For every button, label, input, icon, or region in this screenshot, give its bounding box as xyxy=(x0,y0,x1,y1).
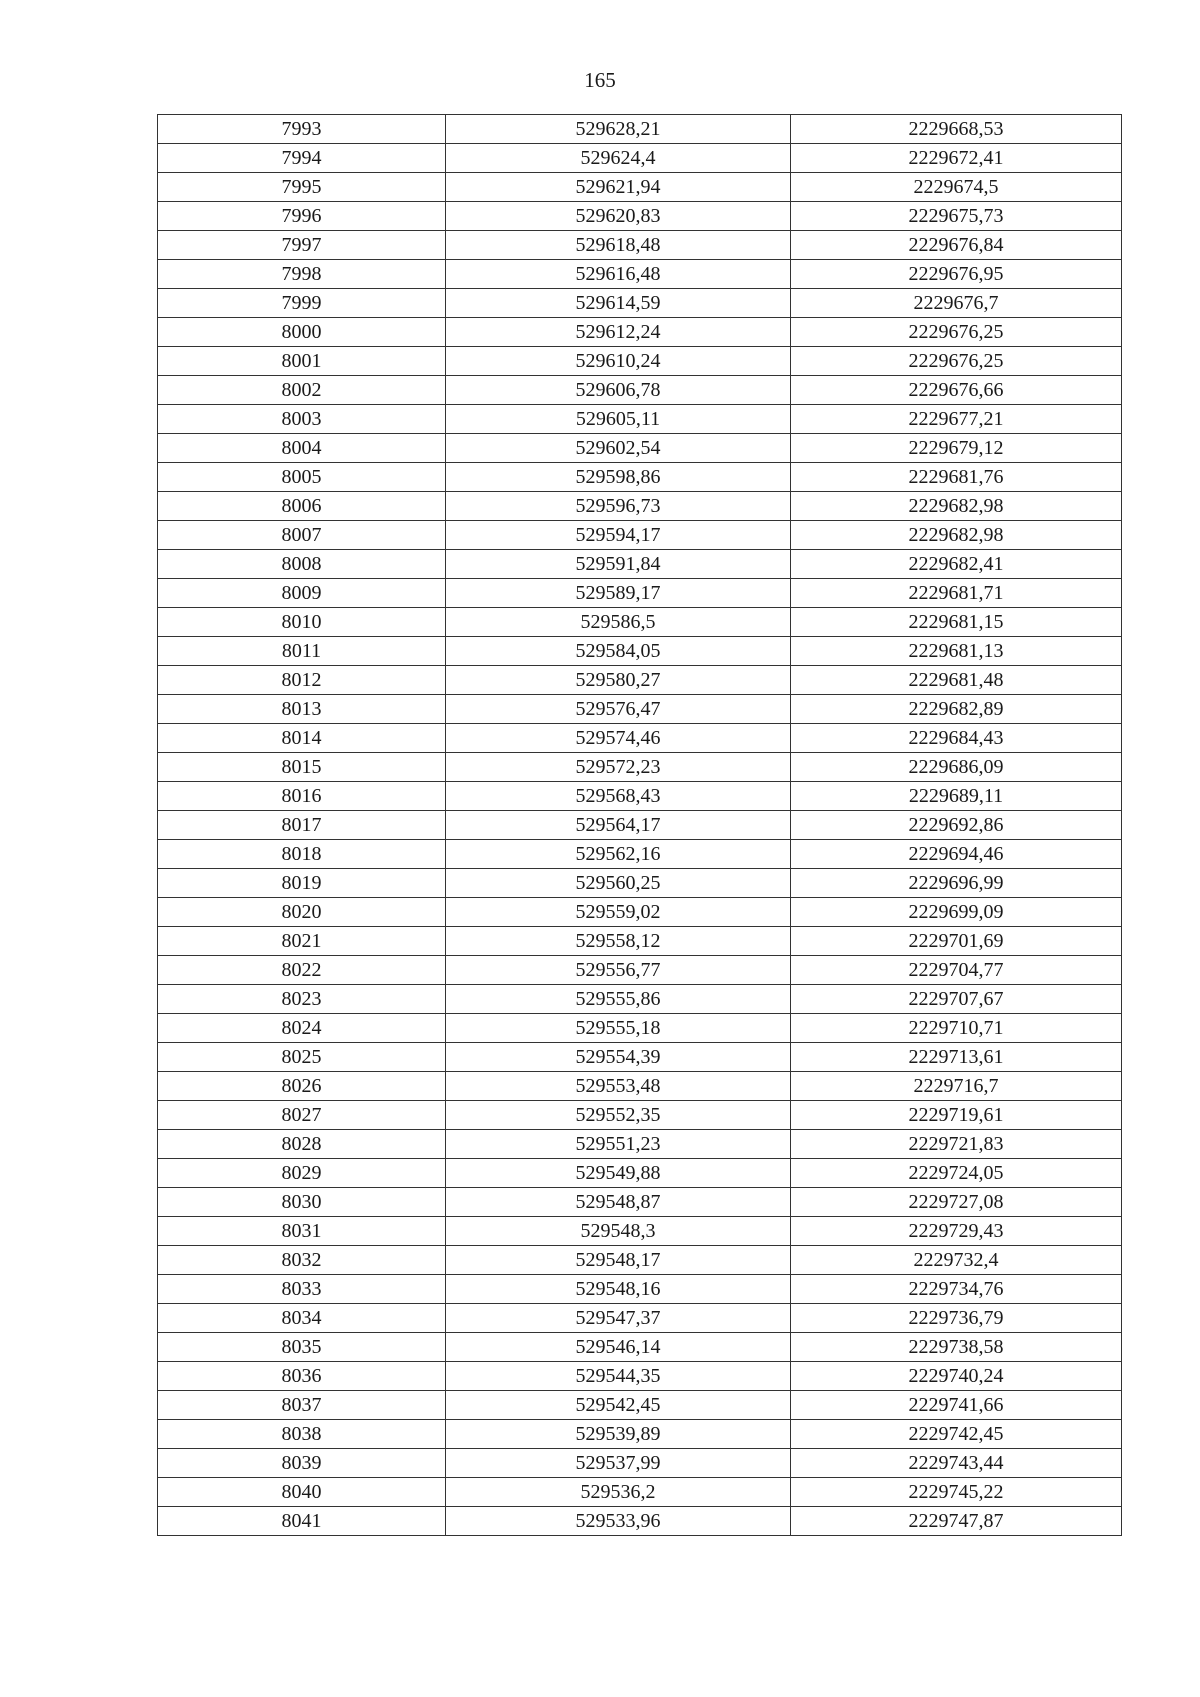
table-row xyxy=(158,492,1122,521)
point-number-cell: 8004 xyxy=(158,434,446,463)
y-coordinate-cell: 2229682,98 xyxy=(791,521,1122,550)
x-coordinate-cell: 529548,3 xyxy=(446,1217,791,1246)
y-coordinate-cell: 2229727,08 xyxy=(791,1188,1122,1217)
x-coordinate-cell: 529549,88 xyxy=(446,1159,791,1188)
y-coordinate-cell: 2229716,7 xyxy=(791,1072,1122,1101)
x-coordinate-cell: 529560,25 xyxy=(446,869,791,898)
point-number-cell: 8029 xyxy=(158,1159,446,1188)
x-coordinate-cell: 529553,48 xyxy=(446,1072,791,1101)
table-row xyxy=(158,202,1122,231)
x-coordinate-cell: 529556,77 xyxy=(446,956,791,985)
x-coordinate-cell: 529548,17 xyxy=(446,1246,791,1275)
x-coordinate-cell: 529554,39 xyxy=(446,1043,791,1072)
point-number-cell: 8032 xyxy=(158,1246,446,1275)
table-row xyxy=(158,869,1122,898)
x-coordinate-cell: 529542,45 xyxy=(446,1391,791,1420)
y-coordinate-cell: 2229741,66 xyxy=(791,1391,1122,1420)
x-coordinate-cell: 529576,47 xyxy=(446,695,791,724)
point-number-cell: 8008 xyxy=(158,550,446,579)
point-number-cell: 8038 xyxy=(158,1420,446,1449)
table-row xyxy=(158,695,1122,724)
point-number-cell: 8006 xyxy=(158,492,446,521)
y-coordinate-cell: 2229692,86 xyxy=(791,811,1122,840)
point-number-cell: 8011 xyxy=(158,637,446,666)
point-number-cell: 8025 xyxy=(158,1043,446,1072)
point-number-cell: 8028 xyxy=(158,1130,446,1159)
table-row xyxy=(158,405,1122,434)
y-coordinate-cell: 2229668,53 xyxy=(791,115,1122,144)
y-coordinate-cell: 2229719,61 xyxy=(791,1101,1122,1130)
y-coordinate-cell: 2229713,61 xyxy=(791,1043,1122,1072)
x-coordinate-cell: 529551,23 xyxy=(446,1130,791,1159)
table-row xyxy=(158,985,1122,1014)
y-coordinate-cell: 2229676,66 xyxy=(791,376,1122,405)
y-coordinate-cell: 2229699,09 xyxy=(791,898,1122,927)
y-coordinate-cell: 2229742,45 xyxy=(791,1420,1122,1449)
y-coordinate-cell: 2229682,41 xyxy=(791,550,1122,579)
table-row xyxy=(158,637,1122,666)
point-number-cell: 8007 xyxy=(158,521,446,550)
point-number-cell: 8039 xyxy=(158,1449,446,1478)
y-coordinate-cell: 2229721,83 xyxy=(791,1130,1122,1159)
coordinates-table xyxy=(157,114,1122,1536)
x-coordinate-cell: 529555,18 xyxy=(446,1014,791,1043)
y-coordinate-cell: 2229681,71 xyxy=(791,579,1122,608)
table-row xyxy=(158,550,1122,579)
x-coordinate-cell: 529537,99 xyxy=(446,1449,791,1478)
y-coordinate-cell: 2229676,25 xyxy=(791,318,1122,347)
table-row xyxy=(158,782,1122,811)
y-coordinate-cell: 2229686,09 xyxy=(791,753,1122,782)
point-number-cell: 7996 xyxy=(158,202,446,231)
y-coordinate-cell: 2229672,41 xyxy=(791,144,1122,173)
table-row xyxy=(158,376,1122,405)
y-coordinate-cell: 2229681,48 xyxy=(791,666,1122,695)
point-number-cell: 8005 xyxy=(158,463,446,492)
x-coordinate-cell: 529546,14 xyxy=(446,1333,791,1362)
x-coordinate-cell: 529572,23 xyxy=(446,753,791,782)
x-coordinate-cell: 529596,73 xyxy=(446,492,791,521)
point-number-cell: 7997 xyxy=(158,231,446,260)
table-row xyxy=(158,1507,1122,1536)
point-number-cell: 8035 xyxy=(158,1333,446,1362)
point-number-cell: 7999 xyxy=(158,289,446,318)
x-coordinate-cell: 529606,78 xyxy=(446,376,791,405)
y-coordinate-cell: 2229736,79 xyxy=(791,1304,1122,1333)
point-number-cell: 8003 xyxy=(158,405,446,434)
table-row xyxy=(158,231,1122,260)
y-coordinate-cell: 2229689,11 xyxy=(791,782,1122,811)
point-number-cell: 8037 xyxy=(158,1391,446,1420)
y-coordinate-cell: 2229743,44 xyxy=(791,1449,1122,1478)
table-row xyxy=(158,898,1122,927)
x-coordinate-cell: 529598,86 xyxy=(446,463,791,492)
x-coordinate-cell: 529616,48 xyxy=(446,260,791,289)
table-row xyxy=(158,289,1122,318)
table-row xyxy=(158,115,1122,144)
x-coordinate-cell: 529539,89 xyxy=(446,1420,791,1449)
y-coordinate-cell: 2229732,4 xyxy=(791,1246,1122,1275)
point-number-cell: 8031 xyxy=(158,1217,446,1246)
x-coordinate-cell: 529594,17 xyxy=(446,521,791,550)
point-number-cell: 8036 xyxy=(158,1362,446,1391)
y-coordinate-cell: 2229681,76 xyxy=(791,463,1122,492)
y-coordinate-cell: 2229676,95 xyxy=(791,260,1122,289)
table-row xyxy=(158,1159,1122,1188)
y-coordinate-cell: 2229696,99 xyxy=(791,869,1122,898)
x-coordinate-cell: 529614,59 xyxy=(446,289,791,318)
x-coordinate-cell: 529589,17 xyxy=(446,579,791,608)
table-row xyxy=(158,173,1122,202)
y-coordinate-cell: 2229738,58 xyxy=(791,1333,1122,1362)
table-row xyxy=(158,1014,1122,1043)
x-coordinate-cell: 529559,02 xyxy=(446,898,791,927)
point-number-cell: 7998 xyxy=(158,260,446,289)
y-coordinate-cell: 2229676,84 xyxy=(791,231,1122,260)
y-coordinate-cell: 2229707,67 xyxy=(791,985,1122,1014)
table-row xyxy=(158,666,1122,695)
y-coordinate-cell: 2229729,43 xyxy=(791,1217,1122,1246)
point-number-cell: 8018 xyxy=(158,840,446,869)
x-coordinate-cell: 529533,96 xyxy=(446,1507,791,1536)
table-row xyxy=(158,347,1122,376)
x-coordinate-cell: 529620,83 xyxy=(446,202,791,231)
point-number-cell: 8023 xyxy=(158,985,446,1014)
point-number-cell: 8017 xyxy=(158,811,446,840)
x-coordinate-cell: 529628,21 xyxy=(446,115,791,144)
x-coordinate-cell: 529558,12 xyxy=(446,927,791,956)
y-coordinate-cell: 2229740,24 xyxy=(791,1362,1122,1391)
table-row xyxy=(158,1043,1122,1072)
table-row xyxy=(158,1246,1122,1275)
y-coordinate-cell: 2229747,87 xyxy=(791,1507,1122,1536)
table-row xyxy=(158,811,1122,840)
point-number-cell: 8010 xyxy=(158,608,446,637)
x-coordinate-cell: 529618,48 xyxy=(446,231,791,260)
point-number-cell: 8022 xyxy=(158,956,446,985)
x-coordinate-cell: 529584,05 xyxy=(446,637,791,666)
table-row xyxy=(158,579,1122,608)
y-coordinate-cell: 2229681,15 xyxy=(791,608,1122,637)
coordinates-table-body xyxy=(158,115,1122,1536)
table-row xyxy=(158,1420,1122,1449)
table-row xyxy=(158,434,1122,463)
point-number-cell: 8041 xyxy=(158,1507,446,1536)
x-coordinate-cell: 529547,37 xyxy=(446,1304,791,1333)
table-row xyxy=(158,1101,1122,1130)
x-coordinate-cell: 529621,94 xyxy=(446,173,791,202)
point-number-cell: 8030 xyxy=(158,1188,446,1217)
table-row xyxy=(158,521,1122,550)
y-coordinate-cell: 2229676,7 xyxy=(791,289,1122,318)
x-coordinate-cell: 529548,87 xyxy=(446,1188,791,1217)
y-coordinate-cell: 2229724,05 xyxy=(791,1159,1122,1188)
point-number-cell: 8033 xyxy=(158,1275,446,1304)
point-number-cell: 8020 xyxy=(158,898,446,927)
point-number-cell: 8013 xyxy=(158,695,446,724)
table-row xyxy=(158,144,1122,173)
table-row xyxy=(158,1188,1122,1217)
point-number-cell: 8000 xyxy=(158,318,446,347)
y-coordinate-cell: 2229677,21 xyxy=(791,405,1122,434)
x-coordinate-cell: 529586,5 xyxy=(446,608,791,637)
point-number-cell: 8001 xyxy=(158,347,446,376)
y-coordinate-cell: 2229701,69 xyxy=(791,927,1122,956)
point-number-cell: 8015 xyxy=(158,753,446,782)
table-row xyxy=(158,724,1122,753)
x-coordinate-cell: 529610,24 xyxy=(446,347,791,376)
x-coordinate-cell: 529555,86 xyxy=(446,985,791,1014)
point-number-cell: 7993 xyxy=(158,115,446,144)
table-row xyxy=(158,1478,1122,1507)
y-coordinate-cell: 2229710,71 xyxy=(791,1014,1122,1043)
table-row xyxy=(158,1072,1122,1101)
x-coordinate-cell: 529605,11 xyxy=(446,405,791,434)
y-coordinate-cell: 2229681,13 xyxy=(791,637,1122,666)
table-row xyxy=(158,956,1122,985)
table-row xyxy=(158,1217,1122,1246)
y-coordinate-cell: 2229679,12 xyxy=(791,434,1122,463)
table-row xyxy=(158,318,1122,347)
point-number-cell: 7995 xyxy=(158,173,446,202)
y-coordinate-cell: 2229734,76 xyxy=(791,1275,1122,1304)
table-row xyxy=(158,753,1122,782)
table-row xyxy=(158,1304,1122,1333)
table-row xyxy=(158,927,1122,956)
x-coordinate-cell: 529612,24 xyxy=(446,318,791,347)
point-number-cell: 8016 xyxy=(158,782,446,811)
x-coordinate-cell: 529591,84 xyxy=(446,550,791,579)
table-row xyxy=(158,840,1122,869)
point-number-cell: 8034 xyxy=(158,1304,446,1333)
y-coordinate-cell: 2229684,43 xyxy=(791,724,1122,753)
y-coordinate-cell: 2229675,73 xyxy=(791,202,1122,231)
point-number-cell: 8014 xyxy=(158,724,446,753)
x-coordinate-cell: 529602,54 xyxy=(446,434,791,463)
point-number-cell: 8019 xyxy=(158,869,446,898)
x-coordinate-cell: 529548,16 xyxy=(446,1275,791,1304)
y-coordinate-cell: 2229682,89 xyxy=(791,695,1122,724)
x-coordinate-cell: 529574,46 xyxy=(446,724,791,753)
point-number-cell: 8040 xyxy=(158,1478,446,1507)
x-coordinate-cell: 529624,4 xyxy=(446,144,791,173)
x-coordinate-cell: 529580,27 xyxy=(446,666,791,695)
table-row xyxy=(158,608,1122,637)
x-coordinate-cell: 529552,35 xyxy=(446,1101,791,1130)
table-row xyxy=(158,1391,1122,1420)
point-number-cell: 8002 xyxy=(158,376,446,405)
x-coordinate-cell: 529564,17 xyxy=(446,811,791,840)
x-coordinate-cell: 529562,16 xyxy=(446,840,791,869)
y-coordinate-cell: 2229704,77 xyxy=(791,956,1122,985)
y-coordinate-cell: 2229676,25 xyxy=(791,347,1122,376)
point-number-cell: 7994 xyxy=(158,144,446,173)
y-coordinate-cell: 2229694,46 xyxy=(791,840,1122,869)
page-number: 165 xyxy=(584,68,616,92)
table-row xyxy=(158,260,1122,289)
table-row xyxy=(158,1362,1122,1391)
x-coordinate-cell: 529536,2 xyxy=(446,1478,791,1507)
point-number-cell: 8021 xyxy=(158,927,446,956)
table-row xyxy=(158,463,1122,492)
y-coordinate-cell: 2229682,98 xyxy=(791,492,1122,521)
point-number-cell: 8027 xyxy=(158,1101,446,1130)
y-coordinate-cell: 2229745,22 xyxy=(791,1478,1122,1507)
x-coordinate-cell: 529544,35 xyxy=(446,1362,791,1391)
point-number-cell: 8024 xyxy=(158,1014,446,1043)
table-row xyxy=(158,1130,1122,1159)
table-row xyxy=(158,1333,1122,1362)
point-number-cell: 8009 xyxy=(158,579,446,608)
table-row xyxy=(158,1449,1122,1478)
y-coordinate-cell: 2229674,5 xyxy=(791,173,1122,202)
point-number-cell: 8026 xyxy=(158,1072,446,1101)
point-number-cell: 8012 xyxy=(158,666,446,695)
table-row xyxy=(158,1275,1122,1304)
x-coordinate-cell: 529568,43 xyxy=(446,782,791,811)
